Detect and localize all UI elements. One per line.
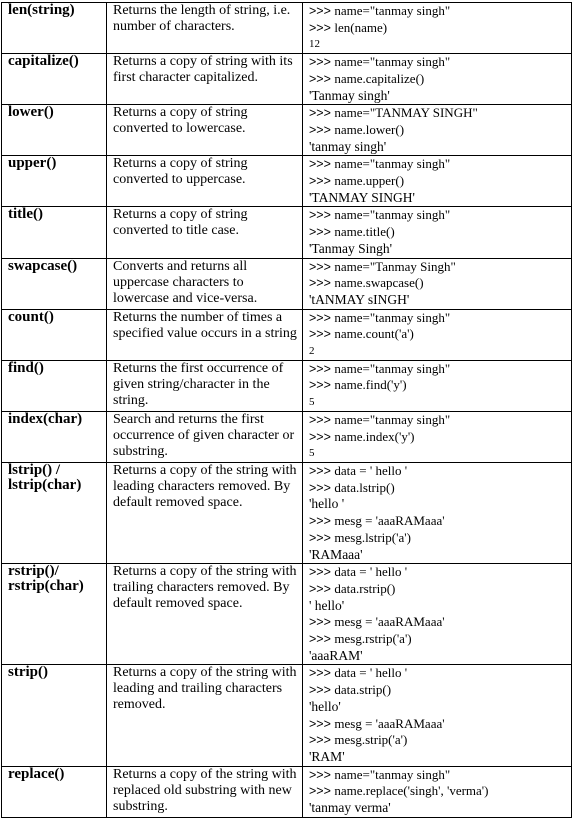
example-line [309, 139, 571, 156]
method-example [303, 207, 572, 258]
example-line [309, 480, 571, 497]
example-line [309, 20, 571, 37]
table-row [2, 411, 572, 462]
example-line [309, 36, 571, 53]
prompt-symbol: >>> [309, 174, 335, 189]
example-line [309, 445, 571, 462]
prompt-symbol: >>> [309, 784, 335, 799]
method-name: rstrip()/ rstrip(char) [2, 564, 107, 665]
method-name: index(char) [2, 411, 107, 462]
method-example [303, 105, 572, 156]
example-line [309, 173, 571, 190]
output-text: 'aaaRAM' [309, 647, 363, 663]
output-text: 'RAMaaa' [309, 546, 363, 562]
table-row [2, 207, 572, 258]
code-text: name="Tanmay Singh" [334, 258, 456, 274]
method-example [303, 309, 572, 360]
prompt-symbol: >>> [309, 581, 335, 596]
code-text: name.title() [334, 224, 395, 240]
prompt-symbol: >>> [309, 55, 335, 70]
method-description: Converts and returns all uppercase characters to lowercase and vice-versa. [107, 258, 303, 309]
output-text: 'Tanmay Singh' [309, 240, 393, 256]
prompt-symbol: >>> [309, 225, 335, 240]
prompt-symbol: >>> [309, 683, 335, 698]
output-text: 'tanmay singh' [309, 138, 387, 154]
example-line [309, 429, 571, 446]
code-text: data = ' hello ' [334, 564, 408, 580]
prompt-symbol: >>> [309, 530, 335, 545]
method-description: Returns a copy of the string with replaced old substring with new substring. [107, 766, 303, 817]
code-text: data = ' hello ' [334, 462, 408, 478]
method-name: lstrip() / lstrip(char) [2, 462, 107, 563]
method-name: replace() [2, 766, 107, 817]
example-line [309, 361, 571, 378]
example-line [309, 496, 571, 513]
prompt-symbol: >>> [309, 733, 335, 748]
prompt-symbol: >>> [309, 632, 335, 647]
code-text: name.swapcase() [334, 275, 424, 291]
example-line [309, 564, 571, 581]
example-line [309, 800, 571, 817]
example-line [309, 71, 571, 88]
output-text: 12 [309, 38, 320, 51]
code-text: data.strip() [334, 682, 392, 698]
method-name: find() [2, 360, 107, 411]
prompt-symbol: >>> [309, 514, 335, 529]
prompt-symbol: >>> [309, 615, 335, 630]
prompt-symbol: >>> [309, 20, 335, 35]
method-example [303, 564, 572, 665]
example-line [309, 699, 571, 716]
table-row [2, 665, 572, 766]
example-line [309, 259, 571, 276]
prompt-symbol: >>> [309, 666, 335, 681]
method-description: Search and returns the first occurrence of given character or substring. [107, 411, 303, 462]
example-line [309, 547, 571, 564]
example-line [309, 292, 571, 309]
code-text: name.capitalize() [334, 70, 425, 86]
code-text: name.count('a') [334, 326, 414, 342]
example-line [309, 598, 571, 615]
prompt-symbol: >>> [309, 208, 335, 223]
prompt-symbol: >>> [309, 310, 335, 325]
table-row [2, 54, 572, 105]
code-text: mesg.lstrip('a') [334, 529, 411, 545]
example-line [309, 767, 571, 784]
example-line [309, 224, 571, 241]
code-text: name="tanmay singh" [334, 156, 451, 172]
output-text: 'hello' [309, 698, 341, 714]
method-description: Returns the length of string, i.e. number of characters. [107, 3, 303, 54]
code-text: name.replace('singh', 'verma') [334, 783, 489, 799]
example-line [309, 648, 571, 665]
code-text: name="tanmay singh" [334, 309, 451, 325]
example-line [309, 326, 571, 343]
output-text: 2 [309, 345, 315, 358]
example-line [309, 190, 571, 207]
example-line [309, 241, 571, 258]
string-methods-table [1, 2, 572, 818]
example-line [309, 105, 571, 122]
example-line [309, 310, 571, 327]
example-line [309, 394, 571, 411]
method-description: Returns a copy of the string with leading characters removed. By default removed space. [107, 462, 303, 563]
method-name: upper() [2, 156, 107, 207]
output-text: 'tANMAY sINGH' [309, 291, 410, 307]
output-text: ' hello' [309, 597, 345, 613]
method-name: count() [2, 309, 107, 360]
method-example [303, 360, 572, 411]
method-example [303, 156, 572, 207]
table-row [2, 360, 572, 411]
table-row [2, 462, 572, 563]
example-line [309, 88, 571, 105]
example-line [309, 682, 571, 699]
table-row [2, 105, 572, 156]
code-text: name.index('y') [334, 428, 415, 444]
prompt-symbol: >>> [309, 327, 335, 342]
prompt-symbol: >>> [309, 106, 335, 121]
code-text: mesg = 'aaaRAMaaa' [334, 513, 445, 529]
example-line [309, 54, 571, 71]
code-text: mesg = 'aaaRAMaaa' [334, 715, 445, 731]
method-description: Returns a copy of the string with trailing characters removed. By default removed space. [107, 564, 303, 665]
method-description: Returns a copy of string converted to title case. [107, 207, 303, 258]
prompt-symbol: >>> [309, 767, 335, 782]
method-example [303, 462, 572, 563]
example-line [309, 783, 571, 800]
example-line [309, 207, 571, 224]
code-text: mesg = 'aaaRAMaaa' [334, 614, 445, 630]
method-description: Returns a copy of string converted to uppercase. [107, 156, 303, 207]
method-example [303, 258, 572, 309]
prompt-symbol: >>> [309, 412, 335, 427]
output-text: 'TANMAY SINGH' [309, 189, 415, 205]
method-example [303, 54, 572, 105]
code-text: name.lower() [334, 121, 405, 137]
method-description: Returns the number of times a specified value occurs in a string [107, 309, 303, 360]
example-line [309, 665, 571, 682]
output-text: 5 [309, 447, 315, 460]
example-line [309, 513, 571, 530]
output-text: 5 [309, 396, 315, 409]
output-text: 'hello ' [309, 496, 345, 512]
example-line [309, 343, 571, 360]
example-line [309, 614, 571, 631]
code-text: name="tanmay singh" [334, 411, 451, 427]
method-name: len(string) [2, 3, 107, 54]
table-row [2, 156, 572, 207]
method-example [303, 3, 572, 54]
table-row [2, 564, 572, 665]
example-line [309, 412, 571, 429]
prompt-symbol: >>> [309, 361, 335, 376]
example-line [309, 275, 571, 292]
code-text: mesg.strip('a') [334, 732, 408, 748]
method-name: capitalize() [2, 54, 107, 105]
code-text: name="tanmay singh" [334, 3, 451, 18]
prompt-symbol: >>> [309, 716, 335, 731]
output-text: 'Tanmay singh' [309, 87, 390, 103]
method-name: swapcase() [2, 258, 107, 309]
code-text: name="TANMAY SINGH" [334, 105, 478, 121]
code-text: data = ' hello ' [334, 665, 408, 681]
example-line [309, 631, 571, 648]
code-text: name="tanmay singh" [334, 766, 451, 782]
example-line [309, 3, 571, 20]
example-line [309, 156, 571, 173]
prompt-symbol: >>> [309, 429, 335, 444]
method-example [303, 766, 572, 817]
table-row [2, 258, 572, 309]
table-row [2, 3, 572, 54]
prompt-symbol: >>> [309, 4, 335, 18]
prompt-symbol: >>> [309, 276, 335, 291]
code-text: name="tanmay singh" [334, 360, 451, 376]
method-description: Returns a copy of the string with leading and trailing characters removed. [107, 665, 303, 766]
code-text: data.lstrip() [334, 479, 395, 495]
method-description: Returns a copy of string converted to lowercase. [107, 105, 303, 156]
prompt-symbol: >>> [309, 378, 335, 393]
prompt-symbol: >>> [309, 157, 335, 172]
code-text: data.rstrip() [334, 580, 396, 596]
example-line [309, 749, 571, 766]
example-line [309, 581, 571, 598]
code-text: len(name) [334, 19, 388, 35]
table-row [2, 309, 572, 360]
prompt-symbol: >>> [309, 71, 335, 86]
method-name: strip() [2, 665, 107, 766]
example-line [309, 463, 571, 480]
output-text: 'RAM' [309, 748, 345, 764]
method-description: Returns a copy of string with its first character capitalized. [107, 54, 303, 105]
prompt-symbol: >>> [309, 122, 335, 137]
code-text: name.find('y') [334, 377, 407, 393]
code-text: name="tanmay singh" [334, 54, 451, 70]
table-body [2, 3, 572, 818]
method-example [303, 665, 572, 766]
code-text: name.upper() [334, 173, 405, 189]
prompt-symbol: >>> [309, 463, 335, 478]
code-text: mesg.rstrip('a') [334, 631, 412, 647]
code-text: name="tanmay singh" [334, 207, 451, 223]
output-text: 'tanmay verma' [309, 800, 391, 816]
table-row [2, 766, 572, 817]
prompt-symbol: >>> [309, 565, 335, 580]
prompt-symbol: >>> [309, 259, 335, 274]
example-line [309, 122, 571, 139]
method-example [303, 411, 572, 462]
example-line [309, 716, 571, 733]
example-line [309, 530, 571, 547]
method-name: lower() [2, 105, 107, 156]
prompt-symbol: >>> [309, 480, 335, 495]
example-line [309, 377, 571, 394]
method-name: title() [2, 207, 107, 258]
method-description: Returns the first occurrence of given string/character in the string. [107, 360, 303, 411]
example-line [309, 732, 571, 749]
